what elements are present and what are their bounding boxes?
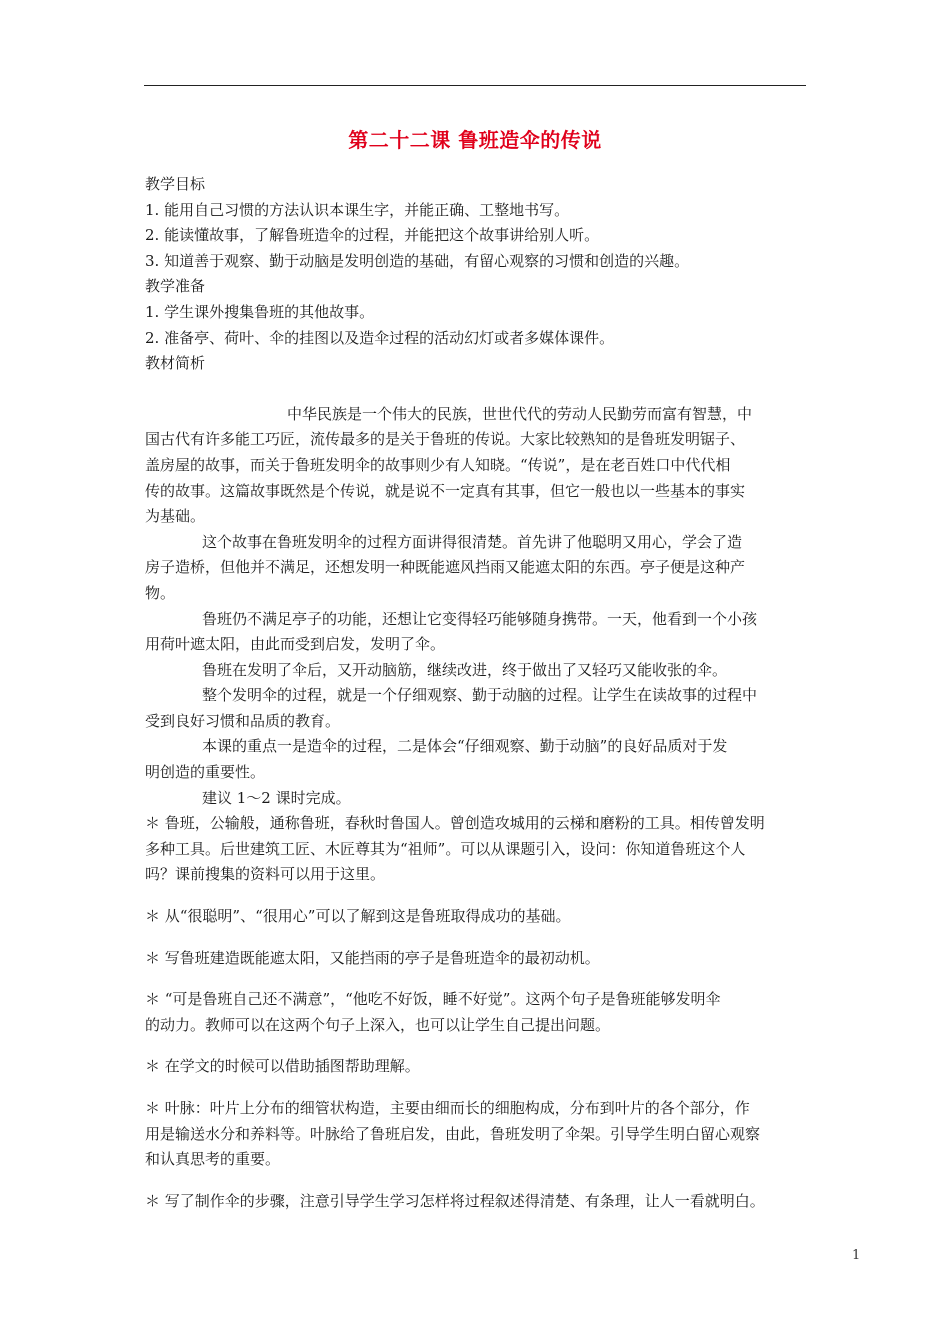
prep-heading: 教学准备 — [145, 277, 206, 296]
analysis-paragraph-line: 明创造的重要性。 — [145, 763, 266, 782]
document-body — [145, 172, 809, 1214]
analysis-paragraph-line: 建议 1～2 课时完成。 — [202, 788, 351, 807]
spacer — [145, 1038, 809, 1054]
analysis-paragraph-line: 物。 — [145, 583, 176, 602]
analysis-paragraph-line: 传的故事。这篇故事既然是个传说，就是说不一定真有其事，但它一般也以一些基本的事实 — [145, 481, 746, 500]
spacer — [145, 377, 809, 402]
spacer — [145, 971, 809, 987]
analysis-paragraph-line: 国古代有许多能工巧匠，流传最多的是关于鲁班的传说。大家比较熟知的是鲁班发明锯子、 — [145, 430, 746, 449]
note-line: ＊ 叶脉：叶片上分布的细管状构造，主要由细而长的细胞构成，分布到叶片的各个部分，作 — [145, 1099, 750, 1117]
note-line: ＊ 写了制作伞的步骤，注意引导学生学习怎样将过程叙述得清楚、有条理，让人一看就明白。 — [145, 1191, 765, 1210]
analysis-paragraph-line: 房子造桥，但他并不满足，还想发明一种既能遮风挡雨又能遮太阳的东西。亭子便是这种产 — [145, 558, 746, 577]
note-line: ＊ 鲁班，公输般，通称鲁班，春秋时鲁国人。曾创造攻城用的云梯和磨粉的工具。相传曾发明 — [145, 814, 765, 833]
analysis-paragraph-line: 鲁班仍不满足亭子的功能，还想让它变得轻巧能够随身携带。一天，他看到一个小孩 — [202, 609, 758, 628]
note-line: 和认真思考的重要。 — [145, 1150, 281, 1169]
prep-item: 2. 准备亭、荷叶、伞的挂图以及造伞过程的活动幻灯或者多媒体课件。 — [145, 328, 615, 347]
lesson-title: 第二十二课 鲁班造伞的传说 — [348, 128, 602, 152]
analysis-paragraph-line: 鲁班在发明了伞后，又开动脑筋，继续改进，终于做出了又轻巧又能收张的伞。 — [202, 660, 728, 679]
analysis-paragraph-line: 整个发明伞的过程，就是一个仔细观察、勤于动脑的过程。让学生在读故事的过程中 — [202, 686, 758, 705]
goal-item: 1. 能用自己习惯的方法认识本课生字，并能正确、工整地书写。 — [145, 200, 570, 219]
goal-item: 2. 能读懂故事，了解鲁班造伞的过程，并能把这个故事讲给别人听。 — [145, 226, 600, 245]
note-line: ＊ 从“很聪明”、“很用心”可以了解到这是鲁班取得成功的基础。 — [145, 907, 571, 926]
spacer — [145, 1173, 809, 1189]
note-line: 的动力。教师可以在这两个句子上深入，也可以让学生自己提出问题。 — [145, 1015, 611, 1034]
analysis-paragraph-line: 为基础。 — [145, 507, 206, 526]
note-line: ＊ 在学文的时候可以借助插图帮助理解。 — [145, 1057, 420, 1076]
analysis-heading: 教材简析 — [145, 354, 206, 373]
analysis-paragraph-line: 中华民族是一个伟大的民族，世世代代的劳动人民勤劳而富有智慧，中 — [287, 404, 753, 423]
page-number: 1 — [852, 1248, 861, 1263]
analysis-paragraph-line: 受到良好习惯和品质的教育。 — [145, 711, 341, 730]
analysis-paragraph-line: 本课的重点一是造伞的过程，二是体会“仔细观察、勤于动脑”的良好品质对于发 — [202, 737, 728, 756]
prep-item: 1. 学生课外搜集鲁班的其他故事。 — [145, 302, 375, 321]
note-line: 用是输送水分和养料等。叶脉给了鲁班启发，由此，鲁班发明了伞架。引导学生明白留心观察 — [145, 1124, 761, 1143]
note-line: ＊ 写鲁班建造既能遮太阳，又能挡雨的亭子是鲁班造伞的最初动机。 — [145, 948, 600, 967]
goals-heading: 教学目标 — [145, 175, 206, 193]
goal-item: 3. 知道善于观察、勤于动脑是发明创造的基础，有留心观察的习惯和创造的兴趣。 — [145, 251, 690, 270]
spacer — [145, 930, 809, 946]
analysis-paragraph-line: 盖房屋的故事，而关于鲁班发明伞的故事则少有人知晓。“传说”，是在老百姓口中代代相 — [145, 455, 731, 474]
header-rule — [144, 85, 806, 86]
spacer — [145, 1080, 809, 1096]
note-line: 吗？课前搜集的资料可以用于这里。 — [145, 865, 386, 884]
analysis-paragraph-line: 用荷叶遮太阳，由此而受到启发，发明了伞。 — [145, 635, 446, 654]
note-line: ＊ “可是鲁班自己还不满意”，“他吃不好饭，睡不好觉”。这两个句子是鲁班能够发明伞 — [145, 990, 721, 1009]
note-line: 多种工具。后世建筑工匠、木匠尊其为“祖师”。可以从课题引入，设问：你知道鲁班这个人 — [145, 839, 746, 858]
analysis-paragraph-line: 这个故事在鲁班发明伞的过程方面讲得很清楚。首先讲了他聪明又用心，学会了造 — [202, 532, 743, 551]
spacer — [145, 888, 809, 904]
